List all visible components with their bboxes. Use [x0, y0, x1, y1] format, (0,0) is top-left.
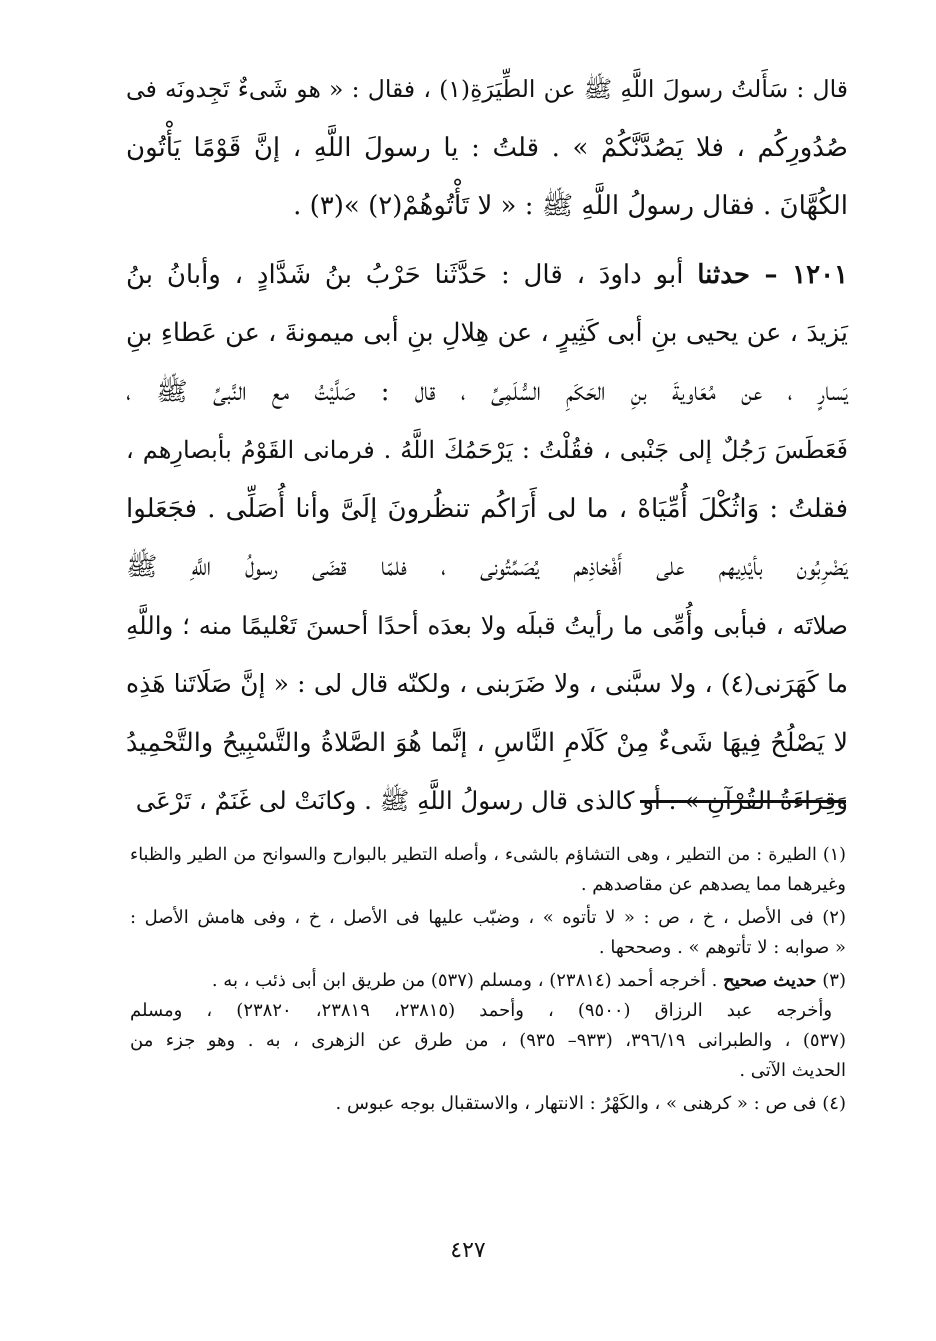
- footnote-3-first-line: [130, 966, 846, 996]
- text-line: لا يَصْلُحُ فِيهَا شَىءٌ مِنْ كَلَامِ النَّاسِ ، إنَّما هُوَ الصَّلاةُ والتَّسْبِيحُ والتَّحْمِيدُ: [126, 727, 848, 758]
- text-line: فَعَطَسَ رَجُلٌ إلى جَنْبى ، فقُلْتُ : يَرْحَمُكَ اللَّهُ . فرمانى القَوْمُ بأبصارِهم ،: [126, 436, 848, 464]
- text-line: صُدُورِكُم ، فلا يَصُدَّنَّكُمْ » . قلتُ : يا رسولَ اللَّهِ ، إنَّ قَوْمًا يَأْتُون: [126, 132, 848, 163]
- hadith-number: ١٢٠١ – حدثنا: [697, 259, 849, 290]
- footnote-3-line: وأخرجه عبد الرزاق (٩٥٠٠) ، وأحمد (٢٣٨١٥، ٢٣٨١٩، ٢٣٨٢٠) ، ومسلم: [130, 1000, 833, 1021]
- footnote-2-line: (٢) فى الأصل ، خ ، ص : « لا تأتوه » ، وضبّب عليها فى الأصل ، خ ، وفى هامش الأصل :: [130, 907, 846, 928]
- footnote-3-line: الحديث الآتى .: [739, 1060, 846, 1081]
- main-text: [126, 60, 848, 831]
- text-line: يَزيدَ ، عن يحيى بنِ أبى كَثِيرٍ ، عن هِلالِ بنِ أبى ميمونةَ ، عن عَطاءِ بنِ: [126, 318, 848, 348]
- text-line: يَسارٍ ، عن مُعَاويةَ بنِ الحَكَمِ السُّلَمِىِّ ، قال : صَلَّيْتُ مع النَّبىِّ ﷺ ،: [126, 376, 848, 407]
- hadith-chain-start: أبو داودَ ، قال : حَدَّثَنا حَرْبُ بنُ شَدَّادٍ ، وأبانُ بنُ: [126, 259, 698, 290]
- text-line: وَقِرَاءَةُ القُرْآنِ » . أو كالذى قال رسولُ اللَّهِ ﷺ . وكانَتْ لى غَنَمٌ ، تَرْعَى: [135, 786, 848, 815]
- footnote-3-text: . أخرجه أحمد (٢٣٨١٤) ، ومسلم (٥٣٧) من طريق ابن أبى ذئب ، به .: [211, 970, 724, 991]
- text-line: فقلتُ : وَاثُكْلَ أُمِّيَاهْ ، ما لى أَرَاكُم تنظُرونَ إلَىَّ وأنا أُصَلِّى . فجَعَلوا: [126, 493, 848, 524]
- hadith-first-line: [126, 246, 848, 305]
- text-line: ما كَهَرَنى(٤) ، ولا سبَّنى ، ولا ضَرَبنى ، ولكنّه قال لى : « إنَّ صَلَاتَنا هَذِه: [126, 669, 848, 698]
- footnote-3-grade: حديث صحيح: [723, 970, 817, 991]
- text-line: قال : سَأَلتُ رسولَ اللَّهِ ﷺ عن الطِّيَرَةِ(١) ، فقال : « هو شَىءٌ تَجِدونَه فى: [126, 75, 848, 103]
- footnote-1-line: (١) الطيرة : من التطير ، وهى التشاؤم بالشىء ، وأصله التطير بالبوارح والسوانح من الطير والظباء: [130, 845, 846, 865]
- text-line: يَضْرِبُون بأيْدِيهم على أَفْخاذِهم يُصَمِّتُونى ، فلمّا قضَى رسولُ اللَّهِ ﷺ: [126, 552, 848, 582]
- footnote-4-line: (٤) فى ص : « كرهنى » ، والكَهْرُ : الانتهار ، والاستقبال بوجه عبوس .: [335, 1093, 846, 1114]
- text-line: الكُهَّانَ . فقال رسولُ اللَّهِ ﷺ : « لا تَأْتُوهُمْ(٢) »(٣) .: [293, 191, 848, 221]
- footnotes: [130, 840, 846, 1119]
- footnote-3-marker: (٣): [816, 970, 846, 991]
- paragraph-gap: [126, 236, 848, 246]
- footnote-1-line: وغيرهما مما يصدهم عن مقاصدهم .: [580, 874, 846, 895]
- footnote-3-line: (٥٣٧) ، والطبرانى ٣٩٦/١٩، (٩٣٣– ٩٣٥) ، من طرق عن الزهرى ، به . وهو جزء من: [130, 1030, 846, 1051]
- footnote-divider: [640, 800, 846, 803]
- page-number: ٤٢٧: [450, 1238, 486, 1263]
- footnote-2-line: « صوابه : لا تأتوهم » . وصححها .: [598, 937, 846, 958]
- text-line: صلاتَه ، فبأبى وأُمِّى ما رأيتُ قبلَه ولا بعدَه أحدًا أحسنَ تَعْليمًا منه ؛ واللَّهِ: [126, 610, 848, 640]
